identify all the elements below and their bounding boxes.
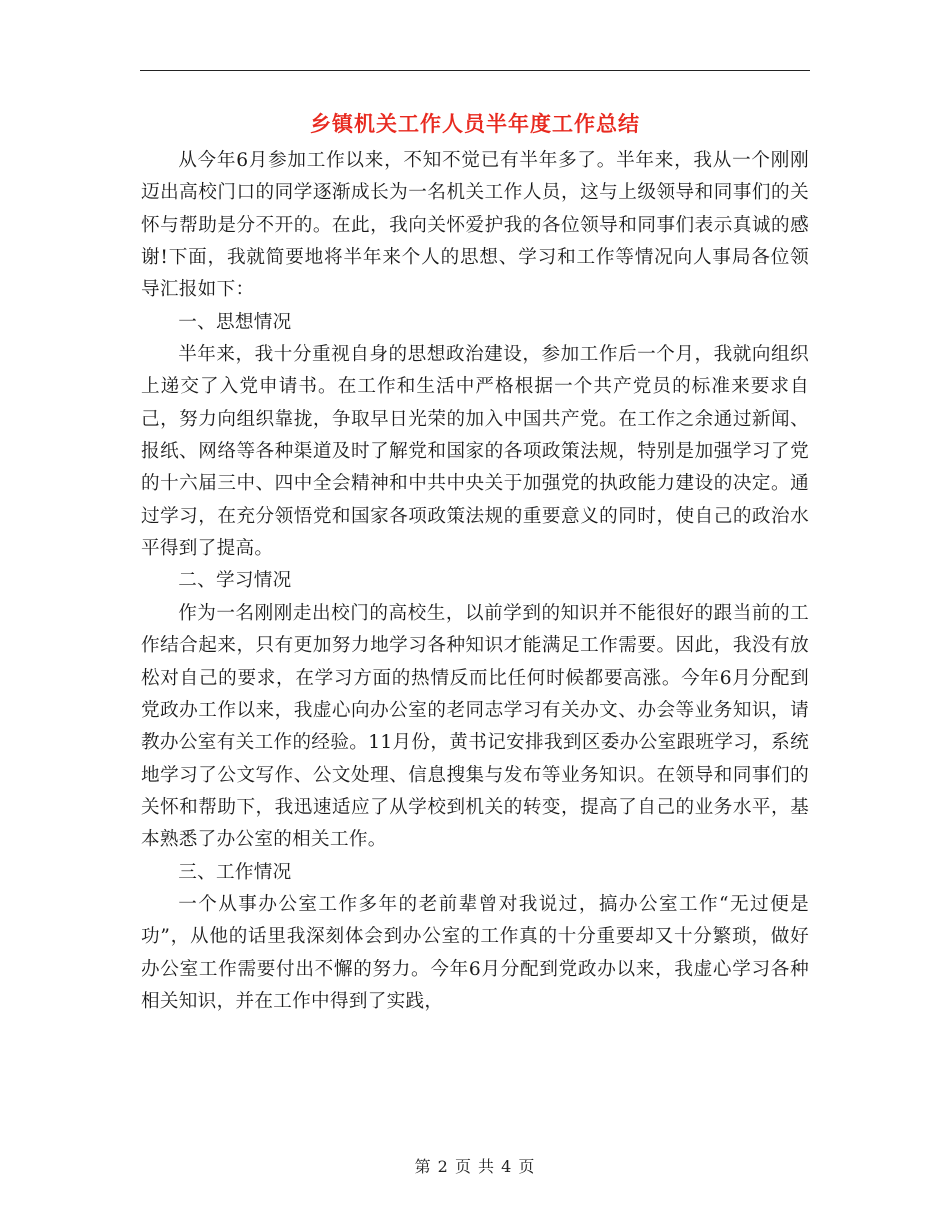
section-heading-work: 三、工作情况 [178, 861, 292, 883]
paragraph-study: 作为一名刚刚走出校门的高校生，以前学到的知识并不能很好的跟当前的工作结合起来，只有更加努力地学习各种知识才能满足工作需要。因此，我没有放松对自己的要求，在学习方面的热情反而比任何时候都要高涨。今年6月分配到党政办工作以来，我虚心向办公室的老同志学习有关办文、办会等业务知识，请教办公室有关工作的经验。11月份，黄书记安排我到区委办公室跟班学习，系统地学习了公文写作、公文处理、信息搜集与发布等业务知识。在领导和同事们的关怀和帮助下，我迅速适应了从学校到机关的转变，提高了自己的业务水平，基本熟悉了办公室的相关工作。 [141, 602, 809, 851]
section-heading-thought: 一、思想情况 [178, 311, 292, 333]
paragraph-intro: 从今年6月参加工作以来，不知不觉已有半年多了。半年来，我从一个刚刚迈出高校门口的同学逐渐成长为一名机关工作人员，这与上级领导和同事们的关怀与帮助是分不开的。在此，我向关怀爱护我的各位领导和同事们表示真诚的感谢!下面，我就简要地将半年来个人的思想、学习和工作等情况向人事局各位领导汇报如下： [141, 150, 809, 301]
paragraph-work: 一个从事办公室工作多年的老前辈曾对我说过，搞办公室工作“无过便是功”，从他的话里我深刻体会到办公室的工作真的十分重要却又十分繁琐，做好办公室工作需要付出不懈的努力。今年6月分配到党政办以来，我虚心学习各种相关知识，并在工作中得到了实践， [141, 893, 809, 1012]
paragraph-thought: 半年来，我十分重视自身的思想政治建设，参加工作后一个月，我就向组织上递交了入党申请书。在工作和生活中严格根据一个共产党员的标准来要求自己，努力向组织靠拢，争取早日光荣的加入中国共产党。在工作之余通过新闻、报纸、网络等各种渠道及时了解党和国家的各项政策法规，特别是加强学习了党的十六届三中、四中全会精神和中共中央关于加强党的执政能力建设的决定。通过学习，在充分领悟党和国家各项政策法规的重要意义的同时，使自己的政治水平得到了提高。 [141, 344, 809, 560]
header-rule [140, 70, 810, 71]
document-title: 乡镇机关工作人员半年度工作总结 [310, 112, 640, 136]
document-body [141, 145, 809, 1018]
page-number-footer: 第 2 页 共 4 页 [414, 1157, 536, 1176]
section-heading-study: 二、学习情况 [178, 570, 292, 592]
